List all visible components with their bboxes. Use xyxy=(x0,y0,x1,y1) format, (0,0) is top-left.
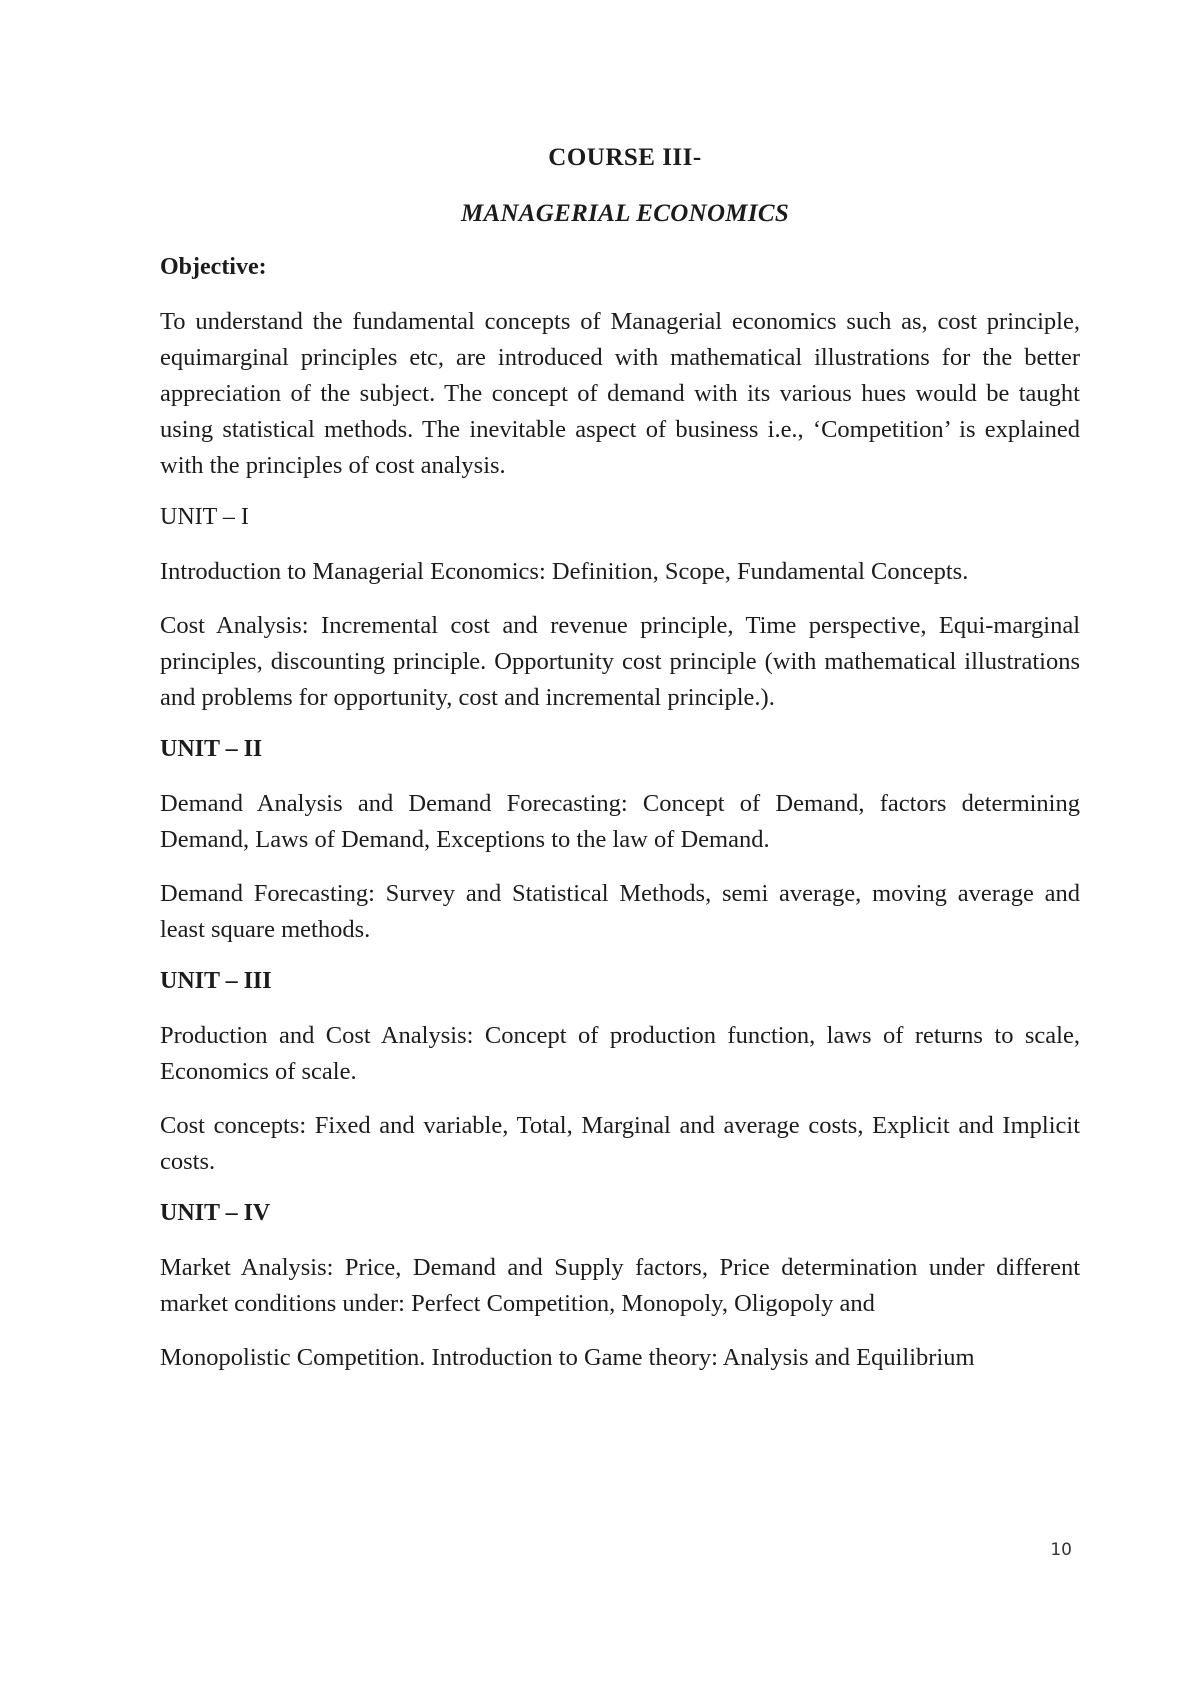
course-title: COURSE III- xyxy=(548,144,702,171)
unit-4-heading: UNIT – IV xyxy=(160,1200,271,1226)
unit-1-paragraph-2: Cost Analysis: Incremental cost and revenue principle, Time perspective, Equi-marginal principles, discounting principle. Opportunity cost principle (with mathematical illustrations and problems for opportunity, cost and incremental principle.). xyxy=(160,612,1080,711)
course-subtitle: MANAGERIAL ECONOMICS xyxy=(460,200,790,227)
unit-2-paragraph-1: Demand Analysis and Demand Forecasting: Concept of Demand, factors determining Demand, Laws of Demand, Exceptions to the law of Demand. xyxy=(160,790,1080,853)
unit-4-paragraph-1: Market Analysis: Price, Demand and Supply factors, Price determination under different market conditions under: Perfect Competition, Monopoly, Oligopoly and xyxy=(160,1254,1080,1317)
unit-3-paragraph-2: Cost concepts: Fixed and variable, Total, Marginal and average costs, Explicit and Implicit costs. xyxy=(160,1112,1080,1175)
unit-2-heading: UNIT – II xyxy=(160,736,263,762)
syllabus-content xyxy=(160,252,1080,1394)
unit-2-paragraph-2: Demand Forecasting: Survey and Statistical Methods, semi average, moving average and least square methods. xyxy=(160,880,1080,943)
unit-1-paragraph-1: Introduction to Managerial Economics: Definition, Scope, Fundamental Concepts. xyxy=(160,558,969,585)
unit-3-heading: UNIT – III xyxy=(160,968,272,994)
page-number: 10 xyxy=(1050,1540,1072,1560)
unit-3-paragraph-1: Production and Cost Analysis: Concept of production function, laws of returns to scale, Economics of scale. xyxy=(160,1022,1080,1085)
unit-1-heading: UNIT – I xyxy=(160,504,249,530)
unit-4-paragraph-2: Monopolistic Competition. Introduction to Game theory: Analysis and Equilibrium xyxy=(160,1344,975,1371)
objective-heading: Objective: xyxy=(160,254,267,280)
objective-text: To understand the fundamental concepts of Managerial economics such as, cost principle, equimarginal principles etc, are introduced with mathematical illustrations for the better appreciation of the subject. The concept of demand with its various hues would be taught using statistical methods. The inevitable aspect of business i.e., ‘Competition’ is explained with the principles of cost analysis. xyxy=(160,308,1080,479)
